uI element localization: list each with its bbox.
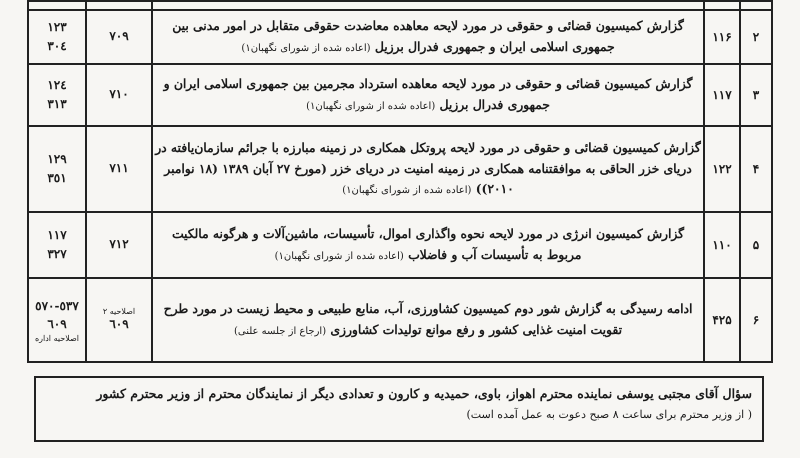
register-number: ٧٠٩ xyxy=(86,10,152,64)
item-number: ۱۱۷ xyxy=(704,64,740,126)
agenda-item-note: (اعاده شده از شورای نگهبان۱) xyxy=(274,251,404,262)
table-row xyxy=(28,212,772,278)
agenda-item-text: گزارش کمیسیون قضائی و حقوقی در مورد لایحه معاهده معاضدت حقوقی متقابل در امور مدنی بین جمهوری اسلامی ایران و جمهوری فدرال برزیل (اعاده شده از شورای نگهبان۱) xyxy=(152,10,704,64)
print-numbers: ١٢٤ ٣١٣ xyxy=(28,64,86,126)
row-index: ۵ xyxy=(740,212,772,278)
print-numbers: ١٢٩ ٣٥١ xyxy=(28,126,86,212)
agenda-item-text: گزارش کمیسیون قضائی و حقوقی در مورد لایحه معاهده استرداد مجرمین بین جمهوری اسلامی ایران و جمهوری فدرال برزیل (اعاده شده از شورای نگهبان۱) xyxy=(152,64,704,126)
register-number: ٧١٢ xyxy=(86,212,152,278)
question-text: سؤال آقای مجتبی یوسفی نماینده محترم اهواز، باوی، حمیدیه و کارون و تعدادی دیگر از نمایندگان محترم از وزیر محترم کشور xyxy=(96,386,752,401)
agenda-item-note: (ارجاع از جلسه علنی) xyxy=(233,326,327,337)
print-numbers: ١٢٣ ٣٠٤ xyxy=(28,10,86,64)
agenda-table xyxy=(27,0,773,363)
table-row xyxy=(28,1,772,10)
agenda-item-text: ادامه رسیدگی به گزارش شور دوم کمیسیون کشاورزی، آب، منابع طبیعی و محیط زیست در مورد طرح تقویت امنیت غذایی کشور و رفع موانع تولیدات کشاورزی (ارجاع از جلسه علنی) xyxy=(152,278,704,362)
row-index: ۴ xyxy=(740,126,772,212)
question-note: ( از وزیر محترم برای ساعت ۸ صبح دعوت به عمل آمده است) xyxy=(466,407,752,421)
row-index: ۲ xyxy=(740,10,772,64)
question-notice-box xyxy=(34,376,764,442)
register-number: ٧١٠ xyxy=(86,64,152,126)
agenda-item-text: گزارش کمیسیون انرژی در مورد لایحه نحوه واگذاری اموال، تأسیسات، ماشین‌آلات و هرگونه مالکیت مربوط به تأسیسات آب و فاضلاب (اعاده شده از شورای نگهبان۱) xyxy=(152,212,704,278)
row-index: ۳ xyxy=(740,64,772,126)
print-numbers: ٥٣٧-٥٧٠ ٦٠٩ اصلاحیه اداره xyxy=(28,278,86,362)
row-index: ۶ xyxy=(740,278,772,362)
agenda-item-note: (اعاده شده از شورای نگهبان۱) xyxy=(306,101,436,112)
item-number: ۴۲۵ xyxy=(704,278,740,362)
agenda-item-note: (اعاده شده از شورای نگهبان۱) xyxy=(342,185,472,197)
register-number: ٧١١ xyxy=(86,126,152,212)
table-row xyxy=(28,126,772,212)
item-number: ۱۱۰ xyxy=(704,212,740,278)
table-row xyxy=(28,10,772,64)
item-number: ۱۲۲ xyxy=(704,126,740,212)
agenda-item-note: (اعاده شده از شورای نگهبان۱) xyxy=(241,43,371,54)
table-row xyxy=(28,278,772,362)
register-number: اصلاحیه ۲ ٦٠٩ xyxy=(86,278,152,362)
print-numbers: ١١٧ ٣٢٧ xyxy=(28,212,86,278)
item-number: ۱۱۶ xyxy=(704,10,740,64)
table-row xyxy=(28,64,772,126)
agenda-item-text: گزارش کمیسیون قضائی و حقوقی در مورد لایحه پروتکل همکاری در زمینه مبارزه با جرائم سازمان‌یافته در دریای خزر الحاقی به موافقتنامه همکاری در زمینه امنیت در دریای خزر (مورخ ۲۷ آبان ۱۳۸۹ (۱۸ نوامبر ۲۰۱۰)) (اعاده شده از شورای نگهبان۱) xyxy=(152,126,704,212)
